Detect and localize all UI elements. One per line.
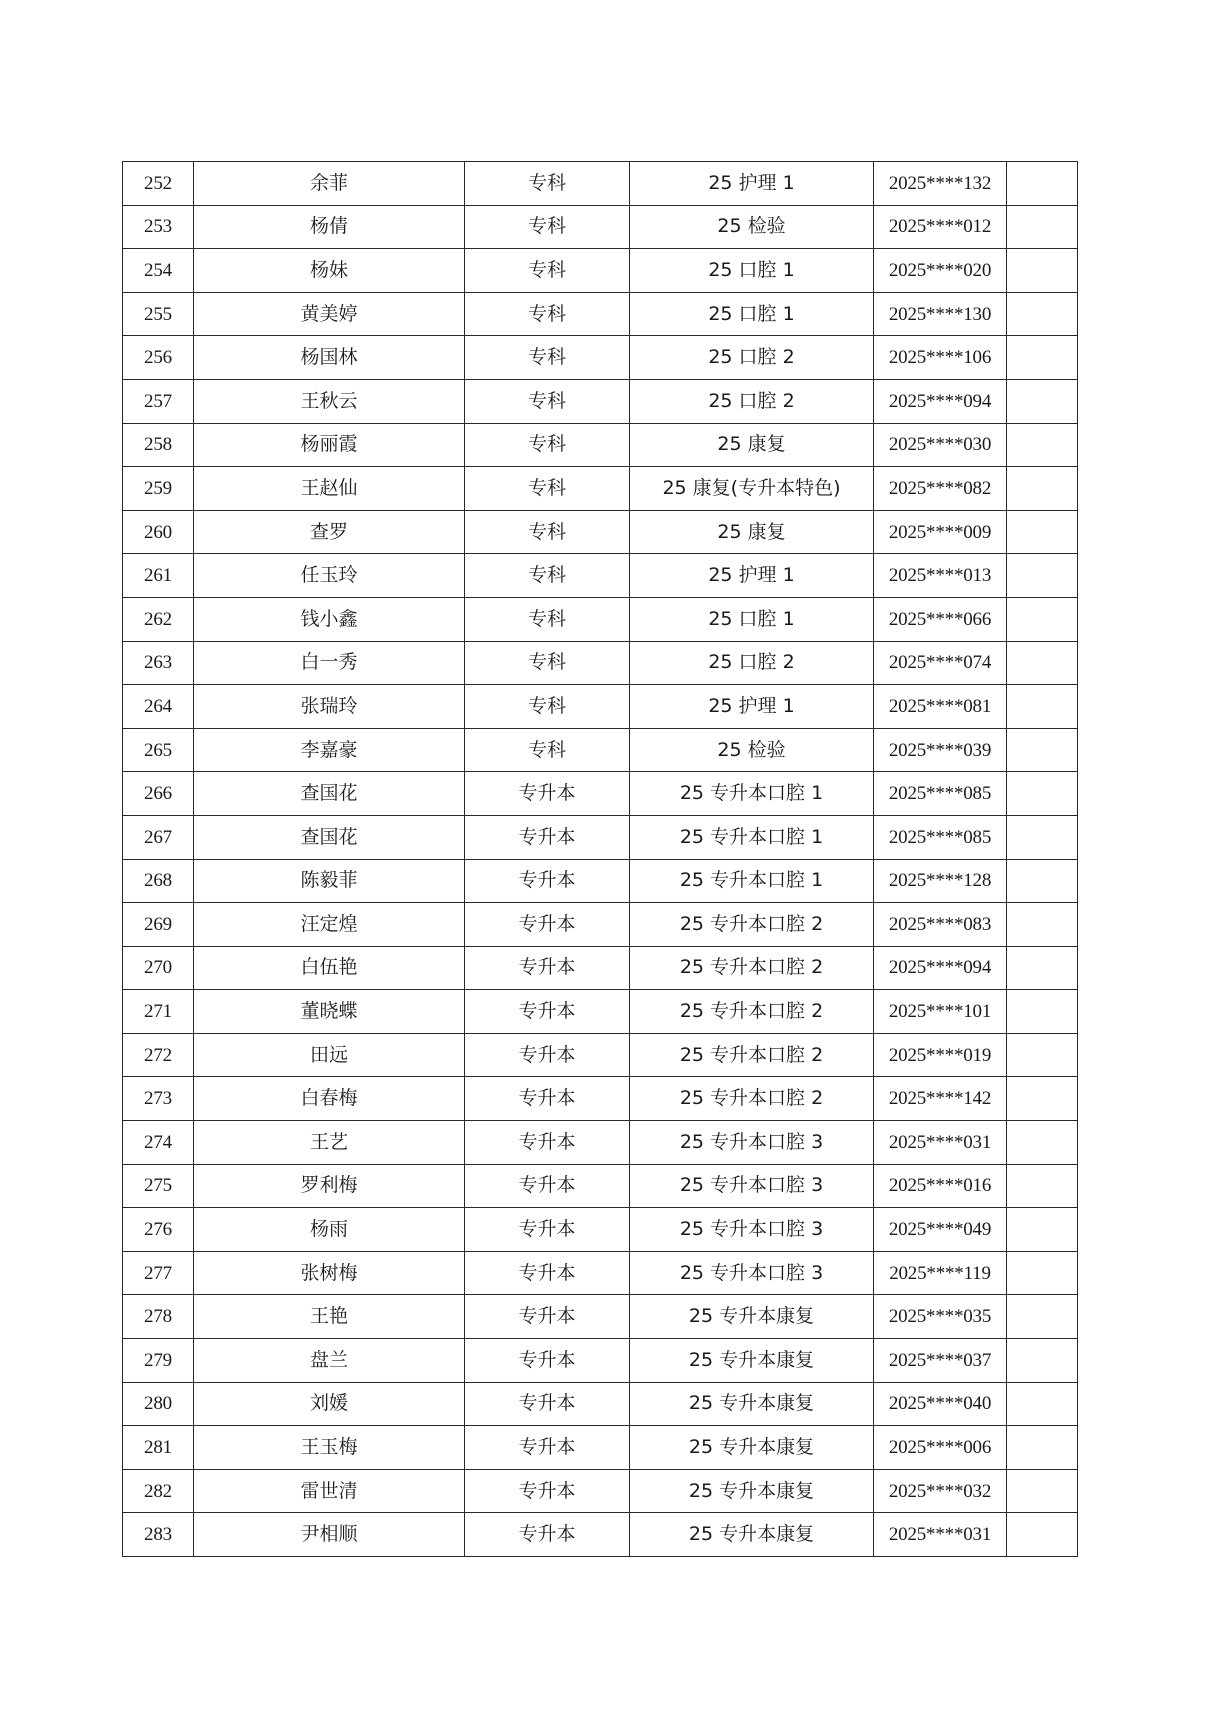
note-cell [1007, 990, 1078, 1034]
student-name-cell: 罗利梅 [194, 1164, 465, 1208]
student-id-cell: 2025****130 [874, 292, 1007, 336]
row-number-cell: 259 [123, 467, 194, 511]
table-row [123, 467, 1078, 511]
table-row [123, 1208, 1078, 1252]
row-number-cell: 261 [123, 554, 194, 598]
student-name-cell: 杨雨 [194, 1208, 465, 1252]
student-id-cell: 2025****035 [874, 1295, 1007, 1339]
student-name-cell: 刘媛 [194, 1382, 465, 1426]
class-name-cell: 25 口腔 1 [630, 597, 874, 641]
row-number-cell: 278 [123, 1295, 194, 1339]
note-cell [1007, 336, 1078, 380]
table-row [123, 292, 1078, 336]
education-level-cell: 专升本 [465, 772, 630, 816]
class-name-cell: 25 口腔 2 [630, 379, 874, 423]
student-id-cell: 2025****081 [874, 685, 1007, 729]
note-cell [1007, 685, 1078, 729]
row-number-cell: 266 [123, 772, 194, 816]
class-name-cell: 25 专升本口腔 2 [630, 903, 874, 947]
class-name-cell: 25 专升本口腔 1 [630, 772, 874, 816]
student-id-cell: 2025****142 [874, 1077, 1007, 1121]
class-name-cell: 25 专升本口腔 3 [630, 1251, 874, 1295]
education-level-cell: 专升本 [465, 1469, 630, 1513]
table-row [123, 1121, 1078, 1165]
class-name-cell: 25 专升本康复 [630, 1513, 874, 1557]
table-row [123, 685, 1078, 729]
table-row [123, 990, 1078, 1034]
student-name-cell: 任玉玲 [194, 554, 465, 598]
row-number-cell: 272 [123, 1033, 194, 1077]
student-name-cell: 杨丽霞 [194, 423, 465, 467]
note-cell [1007, 510, 1078, 554]
student-id-cell: 2025****094 [874, 946, 1007, 990]
class-name-cell: 25 口腔 1 [630, 249, 874, 293]
student-name-cell: 王玉梅 [194, 1426, 465, 1470]
student-name-cell: 盘兰 [194, 1339, 465, 1383]
note-cell [1007, 162, 1078, 206]
note-cell [1007, 292, 1078, 336]
table-row [123, 1513, 1078, 1557]
education-level-cell: 专升本 [465, 1382, 630, 1426]
row-number-cell: 277 [123, 1251, 194, 1295]
note-cell [1007, 205, 1078, 249]
note-cell [1007, 1469, 1078, 1513]
education-level-cell: 专升本 [465, 946, 630, 990]
student-name-cell: 白伍艳 [194, 946, 465, 990]
student-id-cell: 2025****082 [874, 467, 1007, 511]
education-level-cell: 专升本 [465, 903, 630, 947]
table-row [123, 336, 1078, 380]
row-number-cell: 269 [123, 903, 194, 947]
note-cell [1007, 554, 1078, 598]
table-row [123, 1426, 1078, 1470]
class-name-cell: 25 检验 [630, 728, 874, 772]
table-row [123, 903, 1078, 947]
student-id-cell: 2025****049 [874, 1208, 1007, 1252]
note-cell [1007, 249, 1078, 293]
student-name-cell: 王秋云 [194, 379, 465, 423]
education-level-cell: 专升本 [465, 1164, 630, 1208]
row-number-cell: 268 [123, 859, 194, 903]
education-level-cell: 专升本 [465, 1208, 630, 1252]
student-name-cell: 田远 [194, 1033, 465, 1077]
student-name-cell: 黄美婷 [194, 292, 465, 336]
row-number-cell: 256 [123, 336, 194, 380]
class-name-cell: 25 护理 1 [630, 162, 874, 206]
education-level-cell: 专科 [465, 510, 630, 554]
education-level-cell: 专升本 [465, 1295, 630, 1339]
class-name-cell: 25 专升本口腔 2 [630, 1077, 874, 1121]
row-number-cell: 262 [123, 597, 194, 641]
class-name-cell: 25 专升本口腔 2 [630, 946, 874, 990]
student-name-cell: 查罗 [194, 510, 465, 554]
row-number-cell: 254 [123, 249, 194, 293]
student-name-cell: 钱小鑫 [194, 597, 465, 641]
education-level-cell: 专科 [465, 597, 630, 641]
note-cell [1007, 946, 1078, 990]
student-id-cell: 2025****085 [874, 815, 1007, 859]
row-number-cell: 264 [123, 685, 194, 729]
student-id-cell: 2025****132 [874, 162, 1007, 206]
student-id-cell: 2025****006 [874, 1426, 1007, 1470]
education-level-cell: 专科 [465, 249, 630, 293]
row-number-cell: 255 [123, 292, 194, 336]
row-number-cell: 252 [123, 162, 194, 206]
note-cell [1007, 1208, 1078, 1252]
row-number-cell: 276 [123, 1208, 194, 1252]
row-number-cell: 280 [123, 1382, 194, 1426]
table-row [123, 1077, 1078, 1121]
education-level-cell: 专升本 [465, 1339, 630, 1383]
education-level-cell: 专科 [465, 379, 630, 423]
note-cell [1007, 1382, 1078, 1426]
table-row [123, 728, 1078, 772]
student-id-cell: 2025****031 [874, 1121, 1007, 1165]
row-number-cell: 281 [123, 1426, 194, 1470]
education-level-cell: 专升本 [465, 859, 630, 903]
education-level-cell: 专升本 [465, 1513, 630, 1557]
note-cell [1007, 1164, 1078, 1208]
note-cell [1007, 1295, 1078, 1339]
class-name-cell: 25 康复 [630, 423, 874, 467]
note-cell [1007, 1121, 1078, 1165]
student-name-cell: 尹相顺 [194, 1513, 465, 1557]
class-name-cell: 25 专升本口腔 2 [630, 990, 874, 1034]
class-name-cell: 25 专升本口腔 3 [630, 1208, 874, 1252]
education-level-cell: 专科 [465, 467, 630, 511]
table-row [123, 641, 1078, 685]
class-name-cell: 25 专升本康复 [630, 1382, 874, 1426]
class-name-cell: 25 专升本康复 [630, 1295, 874, 1339]
note-cell [1007, 423, 1078, 467]
student-id-cell: 2025****016 [874, 1164, 1007, 1208]
note-cell [1007, 728, 1078, 772]
class-name-cell: 25 护理 1 [630, 685, 874, 729]
education-level-cell: 专升本 [465, 990, 630, 1034]
student-name-cell: 雷世清 [194, 1469, 465, 1513]
row-number-cell: 267 [123, 815, 194, 859]
education-level-cell: 专科 [465, 162, 630, 206]
student-name-cell: 杨国林 [194, 336, 465, 380]
note-cell [1007, 597, 1078, 641]
student-id-cell: 2025****066 [874, 597, 1007, 641]
class-name-cell: 25 专升本康复 [630, 1339, 874, 1383]
class-name-cell: 25 专升本康复 [630, 1426, 874, 1470]
row-number-cell: 263 [123, 641, 194, 685]
note-cell [1007, 467, 1078, 511]
student-id-cell: 2025****030 [874, 423, 1007, 467]
row-number-cell: 275 [123, 1164, 194, 1208]
student-id-cell: 2025****040 [874, 1382, 1007, 1426]
table-row [123, 772, 1078, 816]
row-number-cell: 282 [123, 1469, 194, 1513]
education-level-cell: 专科 [465, 205, 630, 249]
student-id-cell: 2025****094 [874, 379, 1007, 423]
table-row [123, 946, 1078, 990]
education-level-cell: 专科 [465, 292, 630, 336]
education-level-cell: 专升本 [465, 1121, 630, 1165]
education-level-cell: 专科 [465, 554, 630, 598]
table-row [123, 1251, 1078, 1295]
student-name-cell: 查国花 [194, 772, 465, 816]
class-name-cell: 25 专升本口腔 1 [630, 815, 874, 859]
table-row [123, 597, 1078, 641]
roster-body [123, 162, 1078, 1557]
student-id-cell: 2025****012 [874, 205, 1007, 249]
class-name-cell: 25 口腔 1 [630, 292, 874, 336]
education-level-cell: 专科 [465, 423, 630, 467]
note-cell [1007, 1426, 1078, 1470]
student-id-cell: 2025****009 [874, 510, 1007, 554]
table-row [123, 1339, 1078, 1383]
class-name-cell: 25 康复(专升本特色) [630, 467, 874, 511]
class-name-cell: 25 专升本口腔 3 [630, 1121, 874, 1165]
education-level-cell: 专升本 [465, 1251, 630, 1295]
row-number-cell: 274 [123, 1121, 194, 1165]
student-name-cell: 王艺 [194, 1121, 465, 1165]
class-name-cell: 25 康复 [630, 510, 874, 554]
student-name-cell: 汪定煌 [194, 903, 465, 947]
class-name-cell: 25 口腔 2 [630, 641, 874, 685]
student-name-cell: 陈毅菲 [194, 859, 465, 903]
note-cell [1007, 903, 1078, 947]
education-level-cell: 专科 [465, 685, 630, 729]
table-row [123, 1033, 1078, 1077]
note-cell [1007, 1513, 1078, 1557]
note-cell [1007, 641, 1078, 685]
class-name-cell: 25 专升本康复 [630, 1469, 874, 1513]
note-cell [1007, 772, 1078, 816]
student-name-cell: 王赵仙 [194, 467, 465, 511]
education-level-cell: 专升本 [465, 1426, 630, 1470]
student-id-cell: 2025****020 [874, 249, 1007, 293]
education-level-cell: 专升本 [465, 815, 630, 859]
education-level-cell: 专科 [465, 728, 630, 772]
student-name-cell: 杨妹 [194, 249, 465, 293]
table-row [123, 1295, 1078, 1339]
student-name-cell: 白一秀 [194, 641, 465, 685]
education-level-cell: 专升本 [465, 1033, 630, 1077]
row-number-cell: 270 [123, 946, 194, 990]
table-row [123, 1382, 1078, 1426]
student-id-cell: 2025****106 [874, 336, 1007, 380]
row-number-cell: 258 [123, 423, 194, 467]
row-number-cell: 279 [123, 1339, 194, 1383]
table-row [123, 205, 1078, 249]
student-id-cell: 2025****039 [874, 728, 1007, 772]
student-id-cell: 2025****013 [874, 554, 1007, 598]
class-name-cell: 25 护理 1 [630, 554, 874, 598]
note-cell [1007, 1251, 1078, 1295]
student-name-cell: 张瑞玲 [194, 685, 465, 729]
table-row [123, 1469, 1078, 1513]
student-name-cell: 白春梅 [194, 1077, 465, 1121]
row-number-cell: 253 [123, 205, 194, 249]
student-name-cell: 张树梅 [194, 1251, 465, 1295]
table-row [123, 423, 1078, 467]
student-id-cell: 2025****128 [874, 859, 1007, 903]
table-row [123, 1164, 1078, 1208]
student-name-cell: 李嘉豪 [194, 728, 465, 772]
student-id-cell: 2025****019 [874, 1033, 1007, 1077]
student-id-cell: 2025****119 [874, 1251, 1007, 1295]
row-number-cell: 273 [123, 1077, 194, 1121]
row-number-cell: 265 [123, 728, 194, 772]
education-level-cell: 专科 [465, 641, 630, 685]
student-name-cell: 查国花 [194, 815, 465, 859]
class-name-cell: 25 专升本口腔 1 [630, 859, 874, 903]
education-level-cell: 专科 [465, 336, 630, 380]
student-id-cell: 2025****074 [874, 641, 1007, 685]
class-name-cell: 25 检验 [630, 205, 874, 249]
student-roster-table [122, 161, 1078, 1557]
row-number-cell: 283 [123, 1513, 194, 1557]
class-name-cell: 25 口腔 2 [630, 336, 874, 380]
note-cell [1007, 1077, 1078, 1121]
student-id-cell: 2025****101 [874, 990, 1007, 1034]
note-cell [1007, 859, 1078, 903]
student-id-cell: 2025****085 [874, 772, 1007, 816]
student-name-cell: 王艳 [194, 1295, 465, 1339]
table-row [123, 554, 1078, 598]
table-row [123, 859, 1078, 903]
table-row [123, 510, 1078, 554]
table-row [123, 249, 1078, 293]
class-name-cell: 25 专升本口腔 3 [630, 1164, 874, 1208]
student-name-cell: 余菲 [194, 162, 465, 206]
student-name-cell: 杨倩 [194, 205, 465, 249]
student-name-cell: 董晓蝶 [194, 990, 465, 1034]
note-cell [1007, 1033, 1078, 1077]
table-row [123, 815, 1078, 859]
class-name-cell: 25 专升本口腔 2 [630, 1033, 874, 1077]
student-id-cell: 2025****037 [874, 1339, 1007, 1383]
table-row [123, 379, 1078, 423]
student-id-cell: 2025****031 [874, 1513, 1007, 1557]
student-id-cell: 2025****083 [874, 903, 1007, 947]
table-row [123, 162, 1078, 206]
note-cell [1007, 815, 1078, 859]
note-cell [1007, 379, 1078, 423]
student-id-cell: 2025****032 [874, 1469, 1007, 1513]
note-cell [1007, 1339, 1078, 1383]
row-number-cell: 257 [123, 379, 194, 423]
row-number-cell: 271 [123, 990, 194, 1034]
education-level-cell: 专升本 [465, 1077, 630, 1121]
row-number-cell: 260 [123, 510, 194, 554]
